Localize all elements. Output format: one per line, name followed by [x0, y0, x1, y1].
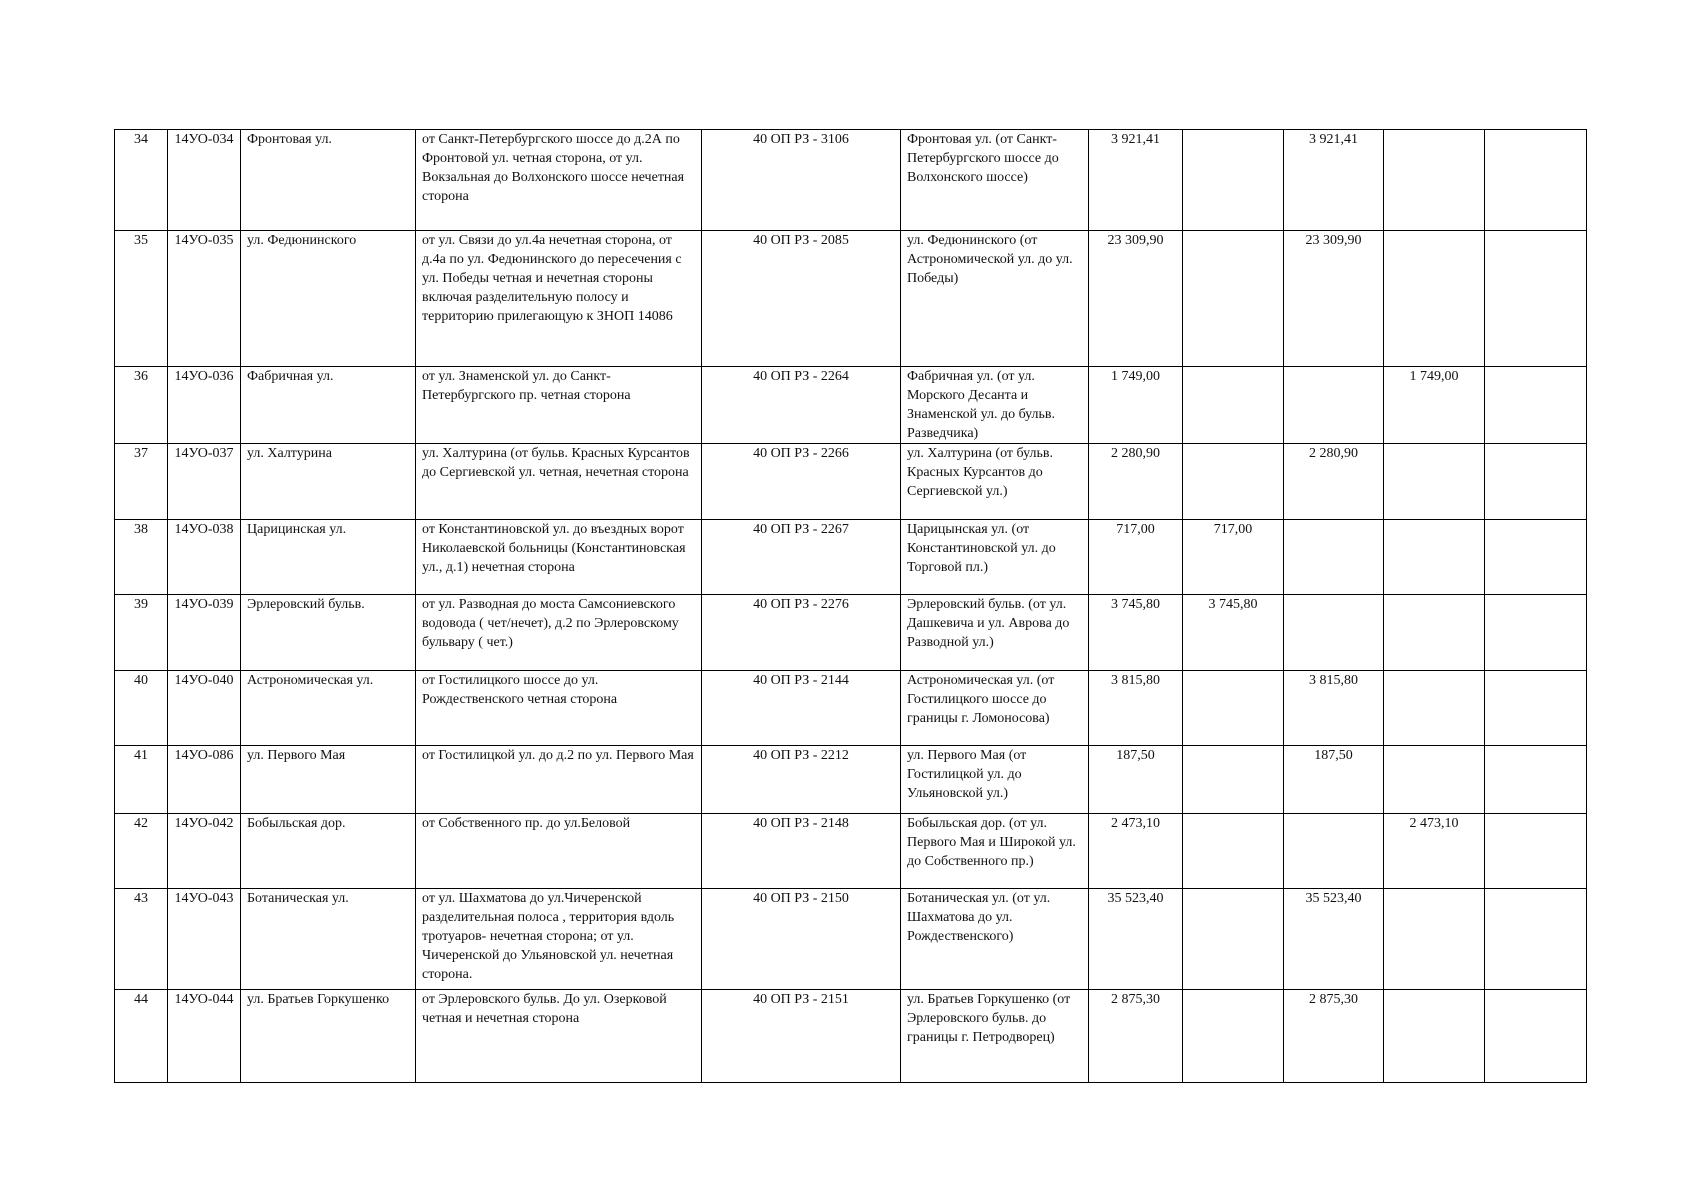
road-section-description: Ботаническая ул. (от ул. Шахматова до ул. Рождественского) — [901, 889, 1089, 990]
object-code: 14УО-043 — [168, 889, 241, 990]
road-registry-number: 40 ОП РЗ - 2085 — [702, 231, 901, 367]
road-registry-number: 40 ОП РЗ - 2212 — [702, 746, 901, 814]
area-column-3: 2 473,10 — [1384, 814, 1485, 889]
table-row — [115, 595, 1587, 671]
table-row — [115, 520, 1587, 595]
area-column-2: 23 309,90 — [1284, 231, 1384, 367]
row-number: 42 — [115, 814, 168, 889]
area-total: 187,50 — [1089, 746, 1183, 814]
street-name: Бобыльская дор. — [241, 814, 416, 889]
area-total: 2 280,90 — [1089, 444, 1183, 520]
road-section-description: ул. Халтурина (от бульв. Красных Курсантов до Сергиевской ул.) — [901, 444, 1089, 520]
road-section-description: ул. Братьев Горкушенко (от Эрлеровского бульв. до границы г. Петродворец) — [901, 990, 1089, 1083]
object-code: 14УО-034 — [168, 130, 241, 231]
area-total: 717,00 — [1089, 520, 1183, 595]
street-name: ул. Первого Мая — [241, 746, 416, 814]
area-column-2 — [1284, 520, 1384, 595]
table-row — [115, 444, 1587, 520]
area-column-4 — [1485, 367, 1587, 444]
object-code: 14УО-086 — [168, 746, 241, 814]
cleaning-area-description: от Гостилицкой ул. до д.2 по ул. Первого Мая — [416, 746, 702, 814]
row-number: 34 — [115, 130, 168, 231]
area-column-3 — [1384, 990, 1485, 1083]
cleaning-area-description: от Гостилицкого шоссе до ул. Рождественского четная сторона — [416, 671, 702, 746]
row-number: 40 — [115, 671, 168, 746]
area-column-2 — [1284, 595, 1384, 671]
area-column-2 — [1284, 367, 1384, 444]
road-section-description: Фронтовая ул. (от Санкт-Петербургского шоссе до Волхонского шоссе) — [901, 130, 1089, 231]
area-column-1 — [1183, 814, 1284, 889]
street-name: ул. Халтурина — [241, 444, 416, 520]
street-name: Эрлеровский бульв. — [241, 595, 416, 671]
area-column-4 — [1485, 130, 1587, 231]
table-body — [115, 130, 1587, 1083]
area-column-4 — [1485, 746, 1587, 814]
road-registry-number: 40 ОП РЗ - 2276 — [702, 595, 901, 671]
area-column-2: 2 875,30 — [1284, 990, 1384, 1083]
area-column-4 — [1485, 990, 1587, 1083]
road-registry-number: 40 ОП РЗ - 2151 — [702, 990, 901, 1083]
area-column-1 — [1183, 130, 1284, 231]
roads-table — [114, 129, 1587, 1083]
area-column-4 — [1485, 444, 1587, 520]
object-code: 14УО-035 — [168, 231, 241, 367]
area-column-1: 717,00 — [1183, 520, 1284, 595]
road-registry-number: 40 ОП РЗ - 2266 — [702, 444, 901, 520]
area-column-1 — [1183, 367, 1284, 444]
area-total: 23 309,90 — [1089, 231, 1183, 367]
area-column-3 — [1384, 746, 1485, 814]
cleaning-area-description: от Собственного пр. до ул.Беловой — [416, 814, 702, 889]
area-total: 3 745,80 — [1089, 595, 1183, 671]
road-section-description: Фабричная ул. (от ул. Морского Десанта и Знаменской ул. до бульв. Разведчика) — [901, 367, 1089, 444]
area-column-1: 3 745,80 — [1183, 595, 1284, 671]
street-name: ул. Братьев Горкушенко — [241, 990, 416, 1083]
table-row — [115, 990, 1587, 1083]
street-name: Фабричная ул. — [241, 367, 416, 444]
area-column-3 — [1384, 671, 1485, 746]
area-column-4 — [1485, 595, 1587, 671]
street-name: ул. Федюнинского — [241, 231, 416, 367]
row-number: 39 — [115, 595, 168, 671]
area-column-2: 2 280,90 — [1284, 444, 1384, 520]
cleaning-area-description: от Эрлеровского бульв. До ул. Озерковой четная и нечетная сторона — [416, 990, 702, 1083]
table-row — [115, 814, 1587, 889]
area-column-3 — [1384, 520, 1485, 595]
cleaning-area-description: от ул. Шахматова до ул.Чичеренской разделительная полоса , территория вдоль тротуаров- нечетная сторона; от ул. Чичеренской до Ульяновской ул. нечетная сторона. — [416, 889, 702, 990]
road-registry-number: 40 ОП РЗ - 3106 — [702, 130, 901, 231]
area-column-2 — [1284, 814, 1384, 889]
table-row — [115, 367, 1587, 444]
area-column-4 — [1485, 520, 1587, 595]
area-column-4 — [1485, 814, 1587, 889]
cleaning-area-description: от Константиновской ул. до въездных ворот Николаевской больницы (Константиновская ул., д.1) нечетная сторона — [416, 520, 702, 595]
row-number: 37 — [115, 444, 168, 520]
cleaning-area-description: от ул. Знаменской ул. до Санкт-Петербургского пр. четная сторона — [416, 367, 702, 444]
object-code: 14УО-038 — [168, 520, 241, 595]
area-column-1 — [1183, 671, 1284, 746]
cleaning-area-description: от ул. Связи до ул.4а нечетная сторона, от д.4а по ул. Федюнинского до пересечения с ул. Победы четная и нечетная стороны включая разделительную полосу и территорию прилегающую к ЗНОП 14086 — [416, 231, 702, 367]
row-number: 36 — [115, 367, 168, 444]
table-row — [115, 231, 1587, 367]
road-registry-number: 40 ОП РЗ - 2150 — [702, 889, 901, 990]
road-section-description: ул. Первого Мая (от Гостилицкой ул. до Ульяновской ул.) — [901, 746, 1089, 814]
row-number: 41 — [115, 746, 168, 814]
area-total: 3 815,80 — [1089, 671, 1183, 746]
row-number: 35 — [115, 231, 168, 367]
area-column-2: 3 921,41 — [1284, 130, 1384, 231]
area-column-1 — [1183, 889, 1284, 990]
road-registry-number: 40 ОП РЗ - 2264 — [702, 367, 901, 444]
road-section-description: Эрлеровский бульв. (от ул. Дашкевича и ул. Аврова до Разводной ул.) — [901, 595, 1089, 671]
area-column-2: 35 523,40 — [1284, 889, 1384, 990]
street-name: Царицинская ул. — [241, 520, 416, 595]
row-number: 44 — [115, 990, 168, 1083]
area-column-4 — [1485, 231, 1587, 367]
area-column-4 — [1485, 671, 1587, 746]
street-name: Астрономическая ул. — [241, 671, 416, 746]
table-row — [115, 671, 1587, 746]
table-row — [115, 130, 1587, 231]
object-code: 14УО-040 — [168, 671, 241, 746]
street-name: Фронтовая ул. — [241, 130, 416, 231]
area-column-3 — [1384, 889, 1485, 990]
area-total: 3 921,41 — [1089, 130, 1183, 231]
road-registry-number: 40 ОП РЗ - 2148 — [702, 814, 901, 889]
row-number: 43 — [115, 889, 168, 990]
area-column-3 — [1384, 130, 1485, 231]
road-registry-number: 40 ОП РЗ - 2267 — [702, 520, 901, 595]
table-row — [115, 889, 1587, 990]
area-column-2: 3 815,80 — [1284, 671, 1384, 746]
area-column-3 — [1384, 444, 1485, 520]
row-number: 38 — [115, 520, 168, 595]
object-code: 14УО-044 — [168, 990, 241, 1083]
object-code: 14УО-042 — [168, 814, 241, 889]
road-registry-number: 40 ОП РЗ - 2144 — [702, 671, 901, 746]
area-total: 2 875,30 — [1089, 990, 1183, 1083]
table-row — [115, 746, 1587, 814]
cleaning-area-description: от Санкт-Петербургского шоссе до д.2А по Фронтовой ул. четная сторона, от ул. Вокзальная до Волхонского шоссе нечетная сторона — [416, 130, 702, 231]
area-column-2: 187,50 — [1284, 746, 1384, 814]
area-total: 2 473,10 — [1089, 814, 1183, 889]
area-column-4 — [1485, 889, 1587, 990]
area-column-1 — [1183, 990, 1284, 1083]
area-column-3 — [1384, 231, 1485, 367]
area-column-1 — [1183, 444, 1284, 520]
cleaning-area-description: ул. Халтурина (от бульв. Красных Курсантов до Сергиевской ул. четная, нечетная сторона — [416, 444, 702, 520]
road-section-description: Бобыльская дор. (от ул. Первого Мая и Широкой ул. до Собственного пр.) — [901, 814, 1089, 889]
object-code: 14УО-036 — [168, 367, 241, 444]
street-name: Ботаническая ул. — [241, 889, 416, 990]
area-total: 1 749,00 — [1089, 367, 1183, 444]
area-total: 35 523,40 — [1089, 889, 1183, 990]
road-section-description: ул. Федюнинского (от Астрономической ул. до ул. Победы) — [901, 231, 1089, 367]
area-column-1 — [1183, 231, 1284, 367]
cleaning-area-description: от ул. Разводная до моста Самсониевского водовода ( чет/нечет), д.2 по Эрлеровскому бульвару ( чет.) — [416, 595, 702, 671]
object-code: 14УО-037 — [168, 444, 241, 520]
area-column-3: 1 749,00 — [1384, 367, 1485, 444]
area-column-1 — [1183, 746, 1284, 814]
area-column-3 — [1384, 595, 1485, 671]
road-section-description: Астрономическая ул. (от Гостилицкого шоссе до границы г. Ломоносова) — [901, 671, 1089, 746]
road-section-description: Царицынская ул. (от Константиновской ул. до Торговой пл.) — [901, 520, 1089, 595]
object-code: 14УО-039 — [168, 595, 241, 671]
